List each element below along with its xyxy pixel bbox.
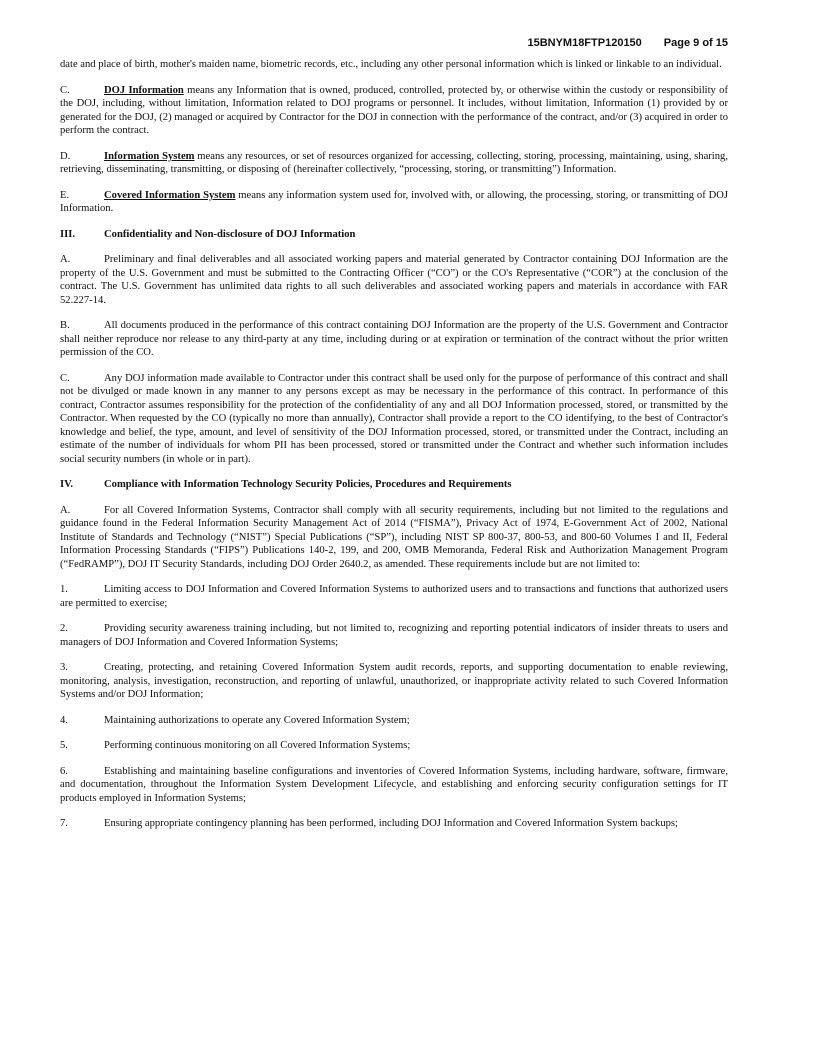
definition-c: C. DOJ Information means any Information that is owned, produced, controlled, protected by, or otherwise within the custody or responsibility of the DOJ, including, without limitation, Information related to DOJ programs or personnel. It includes, without limitation, Information (1) provided by or generated for the DOJ, (2) managed or acquired by Contractor for the DOJ in connection with the performance of the contract, and/or (3) acquired in order to perform the contract. [60,84,728,136]
section-4-para-a: A. For all Covered Information Systems, Contractor shall comply with all security requirements, including but not limited to the regulations and guidance found in the Federal Information Security Management Act of 2014 (“FISMA”), Privacy Act of 1974, E-Government Act of 2002, National Institute of Standards and Technology (“NIST”) Special Publications (“SP”), including NIST SP 800-37, 800-53, and 800-60 Volumes I and II, Federal Information Processing Standards (“FIPS”) Publications 140-2, 199, and 200, OMB Memoranda, Federal Risk and Authorization Management Program (“FedRAMP”), DOJ IT Security Standards, including DOJ Order 2640.2, as amended. These requirements include but are not limited to: [60,504,728,570]
definition-d: D. Information System means any resources, or set of resources organized for accessing, collecting, storing, processing, maintaining, using, sharing, retrieving, disseminating, transmitting, or disposing of (hereinafter collectively, “processing, storing, or transmitting”) Information. [60,150,728,175]
list-item-7: 7. Ensuring appropriate contingency planning has been performed, including DOJ Information and Covered Information System backups; [60,818,678,829]
list-item-6: 6. Establishing and maintaining baseline configurations and inventories of Covered Information Systems, including hardware, software, firmware, and documentation, throughout the Information System Development Lifecycle, and establishing and enforcing security configuration settings for IT products employed in Information Systems; [60,765,728,804]
document-id: 15BNYM18FTP120150 [527,37,642,49]
list-item-4: 4. Maintaining authorizations to operate any Covered Information System; [60,714,410,726]
list-item-5: 5. Performing continuous monitoring on all Covered Information Systems; [60,740,411,751]
definition-e: E. Covered Information System means any information system used for, involved with, or allowing, the processing, storing, or transmitting of DOJ Information. [60,189,728,214]
term-information-system: Information System [104,150,195,162]
section-3-para-b: B. All documents produced in the performance of this contract containing DOJ Information are the property of the U.S. Government and Contractor shall neither reproduce nor release to any third-party at any time, including during or at expiration or termination of the contract without the prior written permission of the CO. [60,320,728,358]
section-3-para-c: C. Any DOJ information made available to Contractor under this contract shall be used only for the purpose of performance of this contract and shall not be divulged or made known in any manner to any persons except as may be necessary in the performance of this contract. In performance of this contract, Contractor assumes responsibility for the protection of the confidentiality of any and all DOJ Information processed, stored, or transmitted by the Contractor. When requested by the CO (typically no more than annually), Contractor shall provide a report to the CO identifying, to the best of Contractor's knowledge and belief, the type, amount, and level of sensitivity of the DOJ Information processed, stored, or transmitted under the Contract, including an estimate of the number of individuals for whom PII has been processed, stored or transmitted under the Contract and whether such information includes social security numbers (in whole or in part). [60,372,728,465]
intro-continuation: date and place of birth, mother's maiden name, biometric records, etc., including any other personal information which is linked or linkable to an individual. [60,59,722,70]
section-3-heading: III. Confidentiality and Non-disclosure of DOJ Information [60,228,356,240]
page-header [60,36,728,50]
list-item-1: 1. Limiting access to DOJ Information and Covered Information Systems to authorized users and to transactions and functions that authorized users are permitted to exercise; [60,584,728,609]
section-4-heading: IV. Compliance with Information Technology Security Policies, Procedures and Requirements [60,479,512,490]
term-covered-information-system: Covered Information System [104,189,236,201]
section-3-para-a: A. Preliminary and final deliverables and all associated working papers and material generated by Contractor containing DOJ Information are the property of the U.S. Government and must be submitted to the Contracting Officer (“CO”) or the CO's Representative (“COR”) at the conclusion of the contract. The U.S. Government has unlimited data rights to all such deliverables and associated working papers and materials in accordance with FAR 52.227-14. [60,254,728,306]
page-number: Page 9 of 15 [663,37,728,49]
term-doj-information: DOJ Information [104,84,184,96]
list-item-2: 2. Providing security awareness training including, but not limited to, recognizing and reporting potential indicators of insider threats to users and managers of DOJ Information and Covered Information Systems; [60,623,728,648]
list-item-3: 3. Creating, protecting, and retaining Covered Information System audit records, reports, and supporting documentation to enable reviewing, monitoring, analysis, investigation, reconstruction, and reporting of unlawful, unauthorized, or inappropriate activity related to such Covered Information Systems and/or DOJ Information; [60,662,728,700]
